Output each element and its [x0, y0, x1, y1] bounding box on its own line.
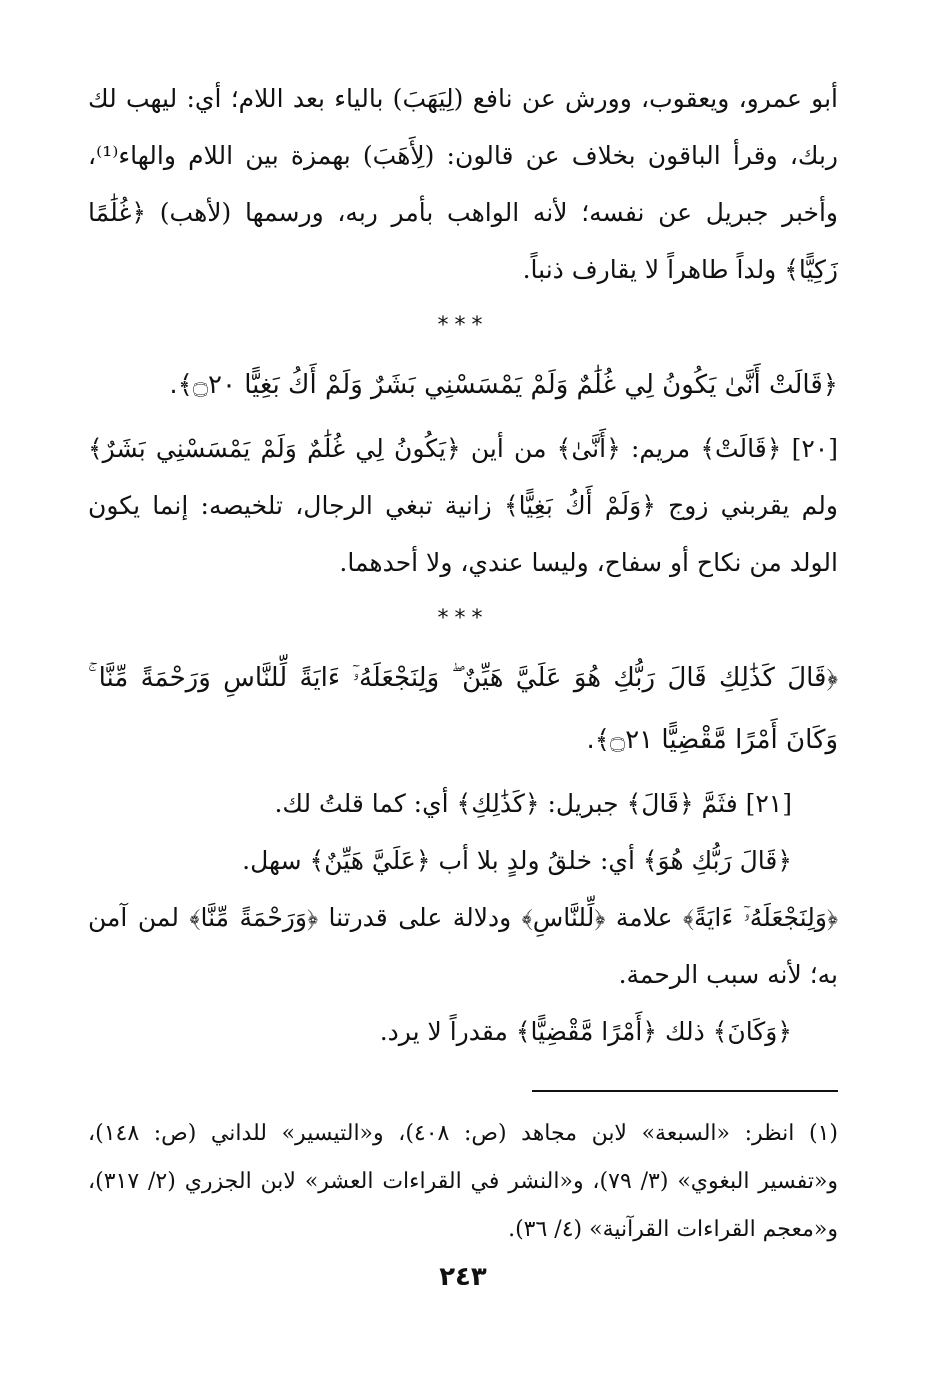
footnote-divider: [532, 1090, 838, 1092]
tafsir-verse-20: [٢٠] ﴿قَالَتْ﴾ مريم: ﴿أَنَّىٰ﴾ من أين ﴿يَكُونُ لِي غُلَٰمٌ وَلَمْ يَمْسَسْنِي بَشَرٌ﴾ ولم يقربني زوج ﴿وَلَمْ أَكُ بَغِيًّا﴾ زانية تبغي الرجال، تلخيصه: إنما يكون الولد من نكاح أو سفاح، وليسا عندي، ولا أحدهما.: [88, 434, 838, 577]
footnote-1: (١) انظر: «السبعة» لابن مجاهد (ص: ٤٠٨)، و«التيسير» للداني (ص: ١٤٨)، و«تفسير البغوي» (٣/ ٧٩)، و«النشر في القراءات العشر» لابن الجزري (٢/ ٣١٧)، و«معجم القراءات القرآنية» (٤/ ٣٦).: [88, 1121, 839, 1242]
tafsir-verse-21-easy: ﴿قَالَ رَبُّكِ هُوَ﴾ أي: خلقُ ولدٍ بلا أب ﴿عَلَيَّ هَيِّنٌ﴾ سهل.: [242, 846, 792, 875]
section-separator: ***: [437, 313, 489, 338]
verse-21: ﴿قَالَ كَذَٰلِكِ قَالَ رَبُّكِ هُوَ عَلَيَّ هَيِّنٌ ۖ وَلِنَجْعَلَهُۥٓ ءَايَةً لِّلنَّاسِ وَرَحْمَةً مِّنَّا ۚ وَكَانَ أَمْرًا مَّقْضِيًّا ۝٢١﴾.: [88, 663, 838, 755]
section-separator: ***: [437, 606, 489, 631]
tafsir-verse-21-jibril: [٢١] فثَمَّ ﴿قَالَ﴾ جبريل: ﴿كَذَٰلِكِ﴾ أي: كما قلتُ لك.: [274, 789, 792, 818]
tafsir-verse-21-sign: ﴿وَلِنَجْعَلَهُۥٓ ءَايَةً﴾ علامة ﴿لِّلنَّاسِ﴾ ودلالة على قدرتنا ﴿وَرَحْمَةً مِّنَّا﴾ لمن آمن به؛ لأنه سبب الرحمة.: [88, 903, 838, 989]
verse-20: ﴿قَالَتْ أَنَّىٰ يَكُونُ لِي غُلَٰمٌ وَلَمْ يَمْسَسْنِي بَشَرٌ وَلَمْ أَكُ بَغِيًّا ۝٢٠﴾.: [169, 370, 838, 400]
page-number: ٢٤٣: [439, 1262, 487, 1292]
intro-paragraph: أبو عمرو، ويعقوب، وورش عن نافع (لِيَهَبَ) بالياء بعد اللام؛ أي: ليهب لك ربك، وقرأ الباقون بخلاف عن قالون: (لِأَهَبَ) بهمزة بين اللام والهاء⁽¹⁾، وأخبر جبريل عن نفسه؛ لأنه الواهب بأمر ربه، ورسمها (لأهب) ﴿غُلَٰمًا زَكِيًّا﴾ ولداً طاهراً لا يقارف ذنباً.: [88, 84, 839, 284]
tafsir-verse-21-decreed: ﴿وَكَانَ﴾ ذلك ﴿أَمْرًا مَّقْضِيًّا﴾ مقدراً لا يرد.: [379, 1017, 792, 1046]
